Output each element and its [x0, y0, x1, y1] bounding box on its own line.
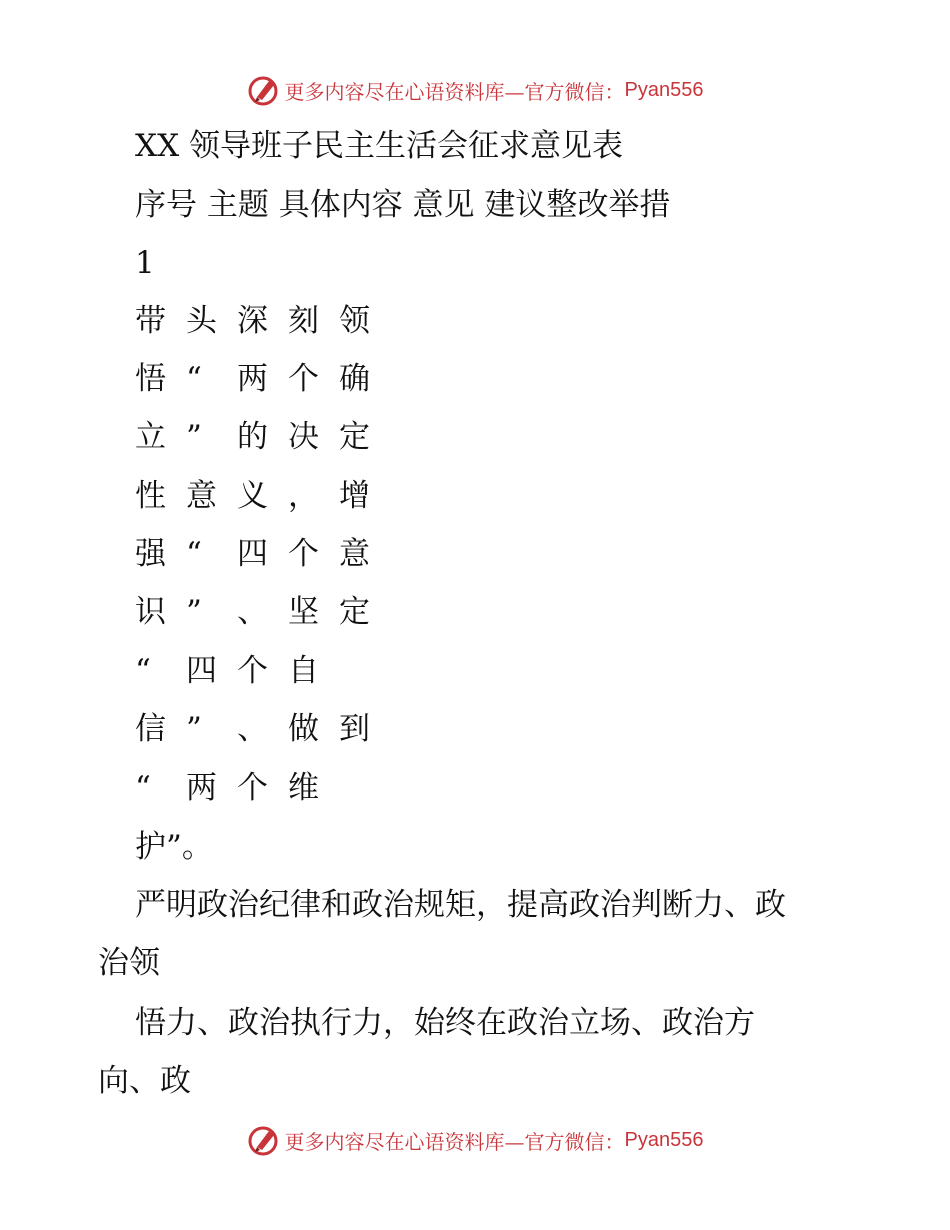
document-title: XX 领导班子民主生活会征求意见表: [135, 128, 623, 164]
topic-line: 悟 “ 两 个 确: [135, 361, 370, 397]
watermark-id: Pyan556: [624, 78, 704, 101]
content-paragraph-2-line-2: 向、政: [98, 1063, 191, 1099]
watermark-text: 更多内容尽在心语资料库—官方微信：: [284, 79, 625, 104]
topic-line: “ 四 个 自: [135, 653, 319, 689]
table-header-row: 序号 主题 具体内容 意见 建议整改举措: [135, 187, 671, 223]
topic-end-line: 护”。: [135, 829, 213, 865]
watermark-top: [0, 70, 950, 110]
watermark-bottom: [0, 1120, 950, 1160]
topic-line: 强 “ 四 个 意: [135, 536, 370, 572]
content-paragraph-1-line-2: 治领: [98, 945, 160, 981]
topic-line: 信 ” 、 做 到: [135, 711, 370, 747]
pen-logo-icon: [247, 73, 281, 107]
watermark-text: 更多内容尽在心语资料库—官方微信：: [284, 1129, 625, 1154]
content-paragraph-1-line-1: 严明政治纪律和政治规矩，提高政治判断力、政: [135, 887, 786, 923]
topic-line: “ 两 个 维: [135, 770, 319, 806]
topic-line: 性 意 义 ， 增: [135, 478, 370, 514]
pen-logo-icon: [247, 1123, 281, 1157]
topic-line: 带 头 深 刻 领: [135, 303, 370, 339]
content-paragraph-2-line-1: 悟力、政治执行力，始终在政治立场、政治方: [135, 1005, 755, 1041]
topic-line: 识 ” 、 坚 定: [135, 594, 370, 630]
row-number: 1: [135, 245, 155, 281]
watermark-id: Pyan556: [624, 1128, 704, 1151]
topic-line: 立 ” 的 决 定: [135, 419, 370, 455]
